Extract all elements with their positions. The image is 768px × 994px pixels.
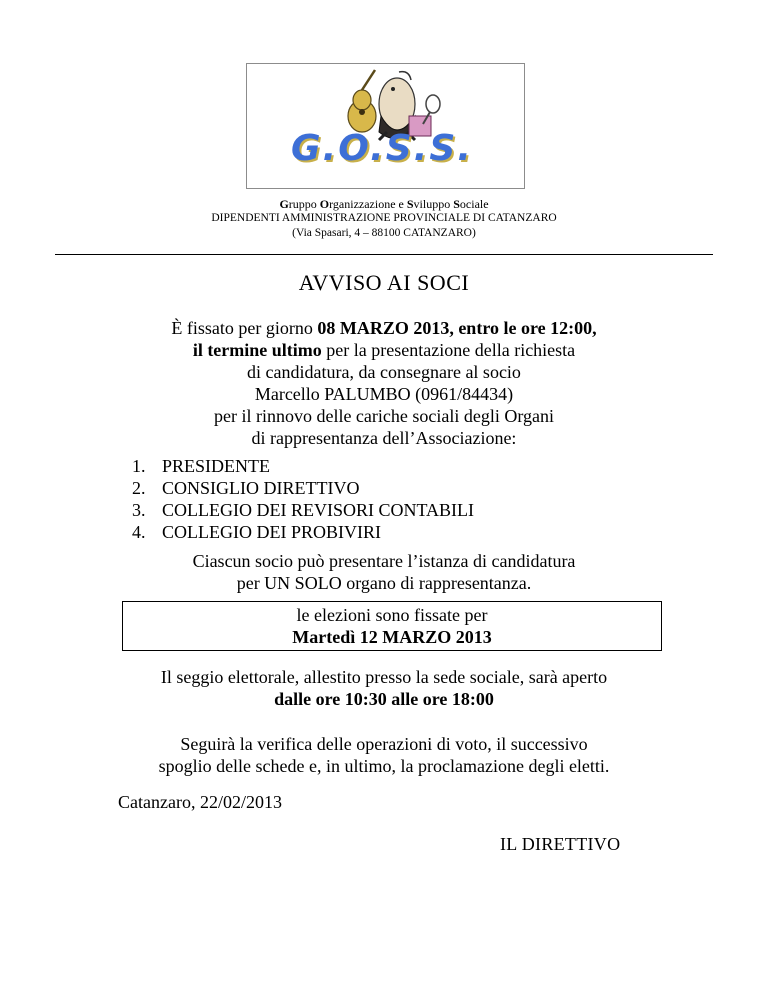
intro-paragraph: È fissato per giorno 08 MARZO 2013, entro le ore 12:00, il termine ultimo per la presentazione della richiesta di candidatura, da consegnare al socio Marcello PALUMBO (0961/84434) per il rinnovo delle cariche sociali degli Organi di rappresentanza dell’Associazione: [171,318,597,448]
logo-box [246,63,525,189]
header-divider [55,254,713,255]
election-date-box: le elezioni sono fissate per Martedì 12 MARZO 2013 [122,601,662,651]
candidacy-note: Ciascun socio può presentare l’istanza di candidatura per UN SOLO organo di rappresentanza. [192,551,576,593]
org-subtitle: DIPENDENTI AMMINISTRAZIONE PROVINCIALE DI CATANZARO [211,212,557,224]
org-name: Gruppo Organizzazione e Sviluppo Sociale [279,197,489,211]
org-address: (Via Spasari, 4 – 88100 CATANZARO) [292,227,476,239]
list-item: 4. COLLEGIO DEI PROBIVIRI [132,522,381,542]
counting-paragraph: Seguirà la verifica delle operazioni di voto, il successivo spoglio delle schede e, in ultimo, la proclamazione degli eletti. [158,734,610,776]
list-item: 3. COLLEGIO DEI REVISORI CONTABILI [132,500,475,520]
place-date: Catanzaro, 22/02/2013 [118,792,282,812]
list-item: 1. PRESIDENTE [132,456,270,476]
signature: IL DIRETTIVO [500,834,621,854]
page-title: AVVISO AI SOCI [298,270,470,295]
musician-illustration-icon [247,64,524,188]
logo-text: G.O.S.S. [291,128,473,169]
organs-list [132,455,474,543]
list-item: 2. CONSIGLIO DIRETTIVO [132,478,360,498]
polling-station-paragraph: Il seggio elettorale, allestito presso la sede sociale, sarà aperto dalle ore 10:30 alle ore 18:00 [160,667,608,709]
